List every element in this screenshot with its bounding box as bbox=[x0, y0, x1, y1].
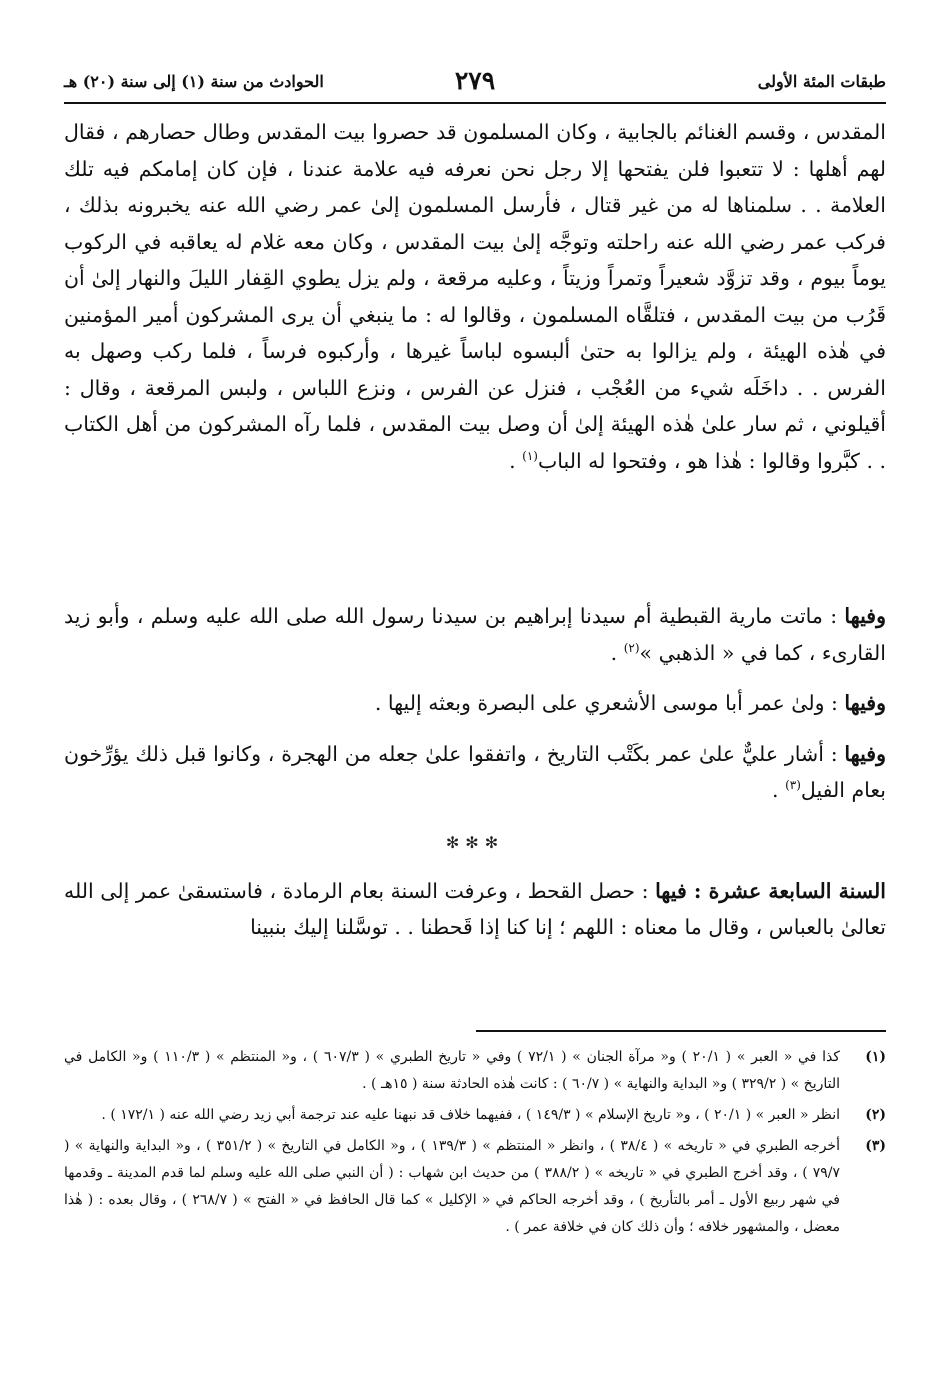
footnote-text: انظر « العبر » ( ٢٠/١ ) ، و« تاريخ الإسلام » ( ١٤٩/٣ ) ، ففيهما خلاف قد نبهنا عليه عند ترجمة أبي زيد رضي الله عنه ( ١٧٢/١ ) . bbox=[101, 1107, 840, 1123]
page-number: ٢٧٩ bbox=[454, 66, 496, 95]
section-title: الحوادث من سنة (١) إلى سنة (٢٠) هـ bbox=[64, 72, 324, 91]
year-heading: السنة السابعة عشرة : فيها bbox=[655, 878, 886, 903]
footnote-3 bbox=[64, 1133, 886, 1241]
main-text bbox=[64, 114, 886, 946]
keyword-fiha: وفيها bbox=[844, 604, 886, 628]
footnote-number: (٢) bbox=[865, 1107, 886, 1123]
footnote-ref-2: (٢) bbox=[623, 640, 640, 655]
header-rule bbox=[64, 102, 886, 104]
footnote-number: (٣) bbox=[865, 1138, 886, 1154]
paragraph-calendar: وفيها : أشار عليٌّ علىٰ عمر بكَتْب التاريخ ، واتفقوا علىٰ جعله من الهجرة ، وكانوا قبل ذلك يؤرِّخون بعام الفيل$^{(٣)}$ . bbox=[64, 741, 886, 802]
footnote-1 bbox=[64, 1044, 886, 1098]
keyword-fiha: وفيها bbox=[844, 691, 886, 715]
footnote-number: (١) bbox=[865, 1049, 886, 1065]
footnote-rule bbox=[476, 1030, 886, 1032]
book-title: طبقات المئة الأولى bbox=[757, 72, 886, 91]
paragraph-maria: وفيها : ماتت مارية القبطية أم سيدنا إبراهيم بن سيدنا رسول الله صلى الله عليه وسلم ، وأبو زيد القارىء ، كما في « الذهبي »$^{(٢)}$ . bbox=[64, 604, 886, 665]
footnote-ref-1: (١) bbox=[522, 448, 538, 463]
footnote-text: كذا في « العبر » ( ٢٠/١ ) و« مرآة الجنان » ( ٧٢/١ ) وفي « تاريخ الطبري » ( ٦٠٧/٣ ) ، و« المنتظم » ( ١١٠/٣ ) و« الكامل في التاريخ » ( ٣٢٩/٢ ) و« البداية والنهاية » ( ٦٠/٧ ) : كانت هٰذه الحادثة سنة ( ١٥هـ ) . bbox=[64, 1049, 840, 1092]
running-header bbox=[64, 66, 886, 100]
section-divider-stars: ✻✻✻ bbox=[445, 832, 505, 852]
footnote-2 bbox=[64, 1102, 886, 1129]
paragraph-jerusalem: المقدس ، وقسم الغنائم بالجابية ، وكان المسلمون قد حصروا بيت المقدس وطال حصارهم ، فقال لهم أهلها : لا تتعبوا فلن يفتحها إلا رجل نحن نعرفه فيه علامة عندنا ، فإن كان إمامكم فيه تلك العلامة . . سلمناها له من غير قتال ، فأرسل المسلمون إلىٰ عمر رضي الله عنه يخبرونه بذلك ، فركب عمر رضي الله عنه راحلته وتوجَّه إلىٰ بيت المقدس ، وكان معه غلام له يعاقبه في الركوب يوماً بيوم ، وقد تزوَّد شعيراً وتمراً وزيتاً ، وعليه مرقعة ، ولم يزل يطوي القِفار الليلَ والنهار إلىٰ أن قَرُب من بيت المقدس ، فتلقَّاه المسلمون ، وقالوا له : ما ينبغي أن يرى المشركون أمير المؤمنين في هٰذه الهيئة ، ولم يزالوا به حتىٰ ألبسوه لباساً غيرها ، وأركبوه فرساً ، فلما ركب وصهل به الفرس . . داخَلَه شيء من العُجْب ، فنزل عن الفرس ، ونزع اللباس ، ولبس المرقعة ، وقال : أقيلوني ، ثم سار علىٰ هٰذه الهيئة إلىٰ أن وصل بيت المقدس ، فلما رآه المشركون من أهل الكتاب . . كبَّروا وقالوا : هٰذا هو ، وفتحوا له الباب$^{(١)}$ . bbox=[64, 120, 886, 473]
paragraph-year-17: السنة السابعة عشرة : فيها : حصل القحط ، وعرفت السنة بعام الرمادة ، فاستسقىٰ عمر إلى الله تعالىٰ بالعباس ، وقال ما معناه : اللهم ؛ إنا كنا إذا قَحطنا . . توسَّلنا إليك بنبينا bbox=[64, 878, 886, 939]
footnote-ref-3: (٣) bbox=[785, 778, 801, 793]
footnotes bbox=[64, 1044, 886, 1245]
keyword-fiha: وفيها bbox=[844, 741, 886, 766]
paragraph-abu-musa: وفيها : ولىٰ عمر أبا موسى الأشعري على البصرة وبعثه إليها . bbox=[374, 691, 886, 715]
footnote-text: أخرجه الطبري في « تاريخه » ( ٣٨/٤ ) ، وانظر « المنتظم » ( ١٣٩/٣ ) ، و« الكامل في التاريخ » ( ٣٥١/٢ ) ، و« البداية والنهاية » ( ٧٩/٧ ) ، وقد أخرج الطبري في « تاريخه » ( ٣٨٨/٢ ) من حديث ابن شهاب : ( أن النبي صلى الله عليه وسلم لما قدم المدينة ـ وقدمها في شهر ربيع الأول ـ أمر بالتأريخ ) ، وقد أخرجه الحاكم في « الإكليل » كما قال الحافظ في « الفتح » ( ٢٦٨/٧ ) ، وقال بعده : ( هٰذا معضل ، والمشهور خلافه ؛ وأن ذلك كان في خلافة عمر ) . bbox=[64, 1138, 841, 1235]
